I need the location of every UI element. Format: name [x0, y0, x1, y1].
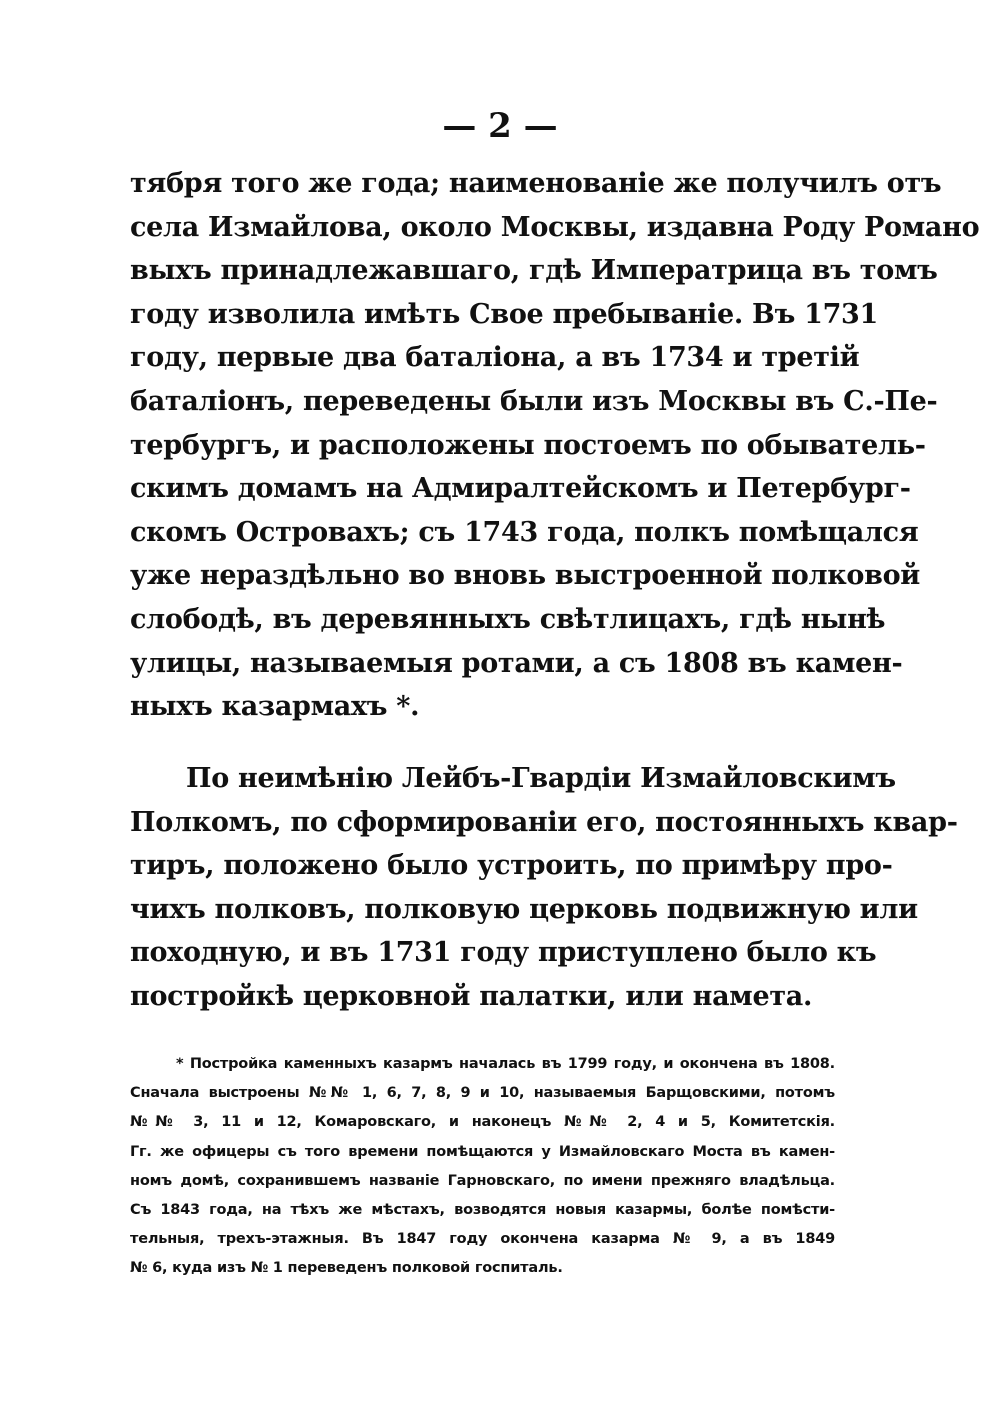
text-line: По неимѣнію Лейбъ-Гвардіи Измайловскимъ: [186, 763, 896, 794]
text-line: Полкомъ, по сформированіи его, постоянныхъ квар-: [130, 806, 958, 838]
text-line: скомъ Островахъ; съ 1743 года, полкъ помѣщался: [130, 516, 919, 548]
footnote: [130, 1050, 835, 1284]
text-line: постройкѣ церковной палатки, или намета.: [130, 980, 813, 1012]
text-line: чихъ полковъ, полковую церковь подвижную или: [130, 893, 918, 925]
text-line: тября того же года; наименованіе же получилъ отъ: [130, 168, 942, 199]
footnote-line: Съ 1843 года, на тѣхъ же мѣстахъ, возводятся новыя казармы, болѣе помѣсти-: [130, 1201, 835, 1218]
text-line: уже нераздѣльно во вновь выстроенной полковой: [130, 560, 921, 592]
footnote-line: №№ 3, 11 и 12, Комаровскаго, и наконецъ №№ 2, 4 и 5, Комитетскія.: [130, 1114, 835, 1131]
page-number: — 2 —: [442, 106, 558, 146]
footnote-line: Сначала выстроены №№ 1, 6, 7, 8, 9 и 10, называемыя Барщовскими, потомъ: [130, 1085, 835, 1102]
text-line: баталіонъ, переведены были изъ Москвы въ С.-Пе-: [130, 385, 938, 417]
footnote-line: № 6, куда изъ № 1 переведенъ полковой госпиталь.: [130, 1260, 563, 1277]
footnote-line: * Постройка каменныхъ казармъ началась въ 1799 году, и окончена въ 1808.: [176, 1056, 835, 1072]
text-line: походную, и въ 1731 году приступлено было къ: [130, 937, 877, 969]
text-line: выхъ принадлежавшаго, гдѣ Императрица въ томъ: [130, 255, 938, 287]
paragraph-2: [130, 757, 958, 1019]
text-line: села Измайлова, около Москвы, издавна Роду Романо: [130, 211, 980, 243]
text-line: улицы, называемыя ротами, а съ 1808 въ камен-: [130, 647, 903, 679]
paragraph-1: [130, 162, 980, 729]
footnote-line: Гг. же офицеры съ того времени помѣщаются у Измайловскаго Моста въ камен-: [130, 1143, 835, 1160]
footnote-line: номъ домѣ, сохранившемъ названіе Гарновскаго, по имени прежняго владѣльца.: [130, 1172, 835, 1189]
text-line: тиръ, положено было устроить, по примѣру про-: [130, 850, 893, 882]
text-line: году, первые два баталіона, а въ 1734 и третій: [130, 342, 860, 374]
text-line: слободѣ, въ деревянныхъ свѣтлицахъ, гдѣ нынѣ: [130, 603, 886, 635]
text-line: тербургъ, и расположены постоемъ по обыватель-: [130, 429, 926, 461]
text-line: скимъ домамъ на Адмиралтейскомъ и Петербург-: [130, 473, 911, 505]
footnote-line: тельныя, трехъ-этажныя. Въ 1847 году окончена казарма № 9, а въ 1849: [130, 1231, 835, 1248]
text-line: году изволила имѣть Свое пребываніе. Въ 1731: [130, 298, 879, 330]
text-line: ныхъ казармахъ *.: [130, 691, 420, 723]
